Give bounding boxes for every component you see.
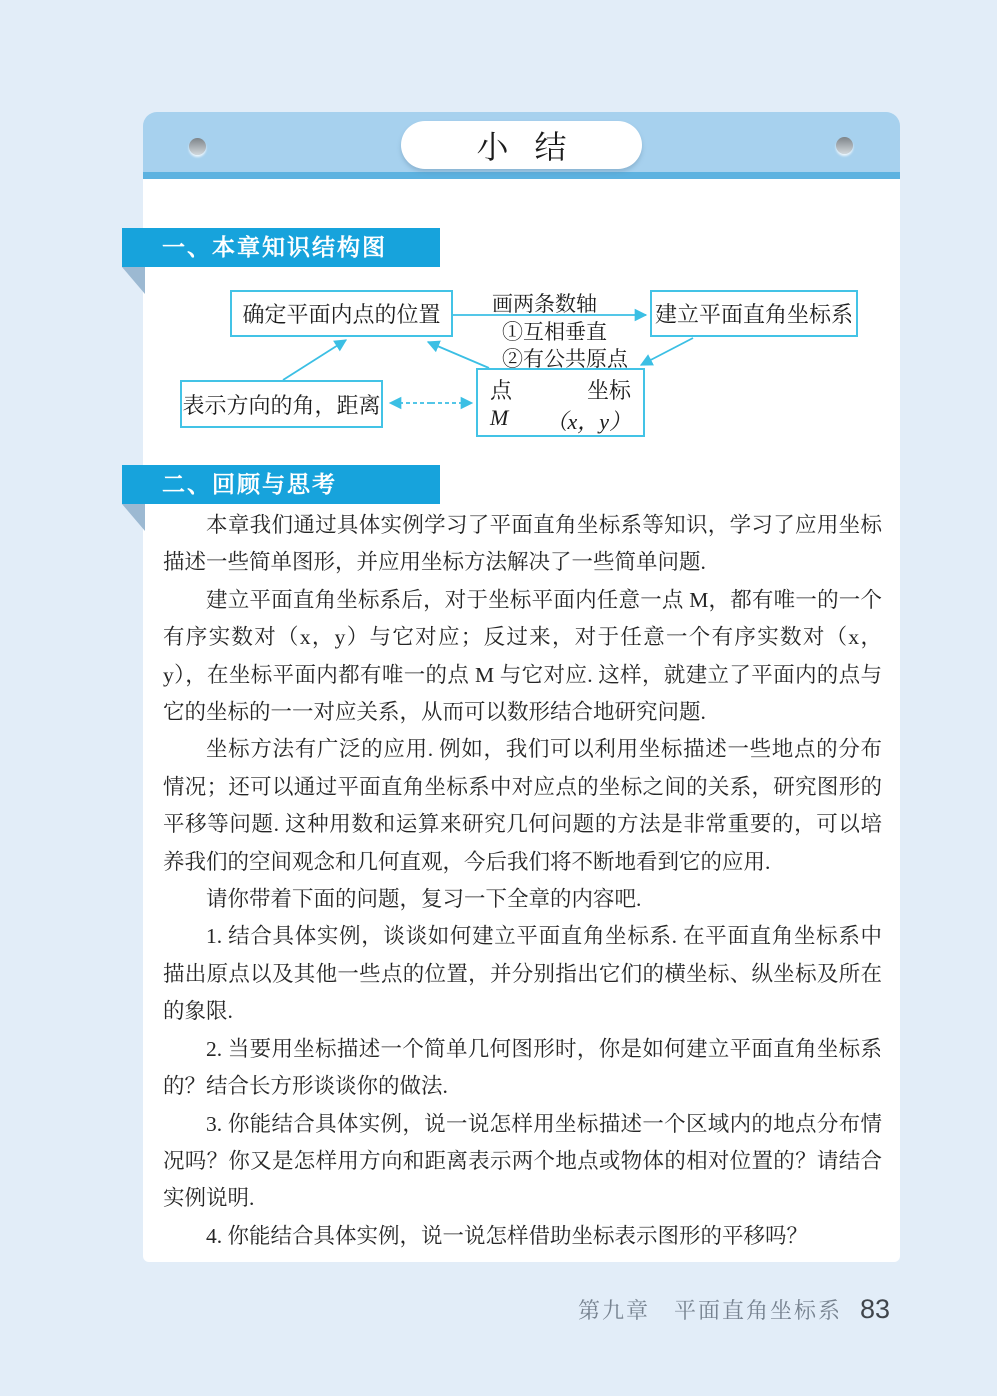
banner-fold (122, 504, 145, 531)
question-3: 3. 你能结合具体实例，说一说怎样用坐标描述一个区域内的地点分布情况吗？你又是怎样用方向和距离表示两个地点或物体的相对位置的？请结合实例说明. (163, 1111, 882, 1211)
paragraph-prompt: 请你带着下面的问题，复习一下全章的内容吧. (206, 887, 642, 912)
diagram-arrow-caption-origin: ②有公共原点 (502, 347, 628, 371)
hole-punch-icon (189, 138, 206, 155)
diagram-arrow-caption-axes: 画两条数轴 (492, 292, 597, 316)
page-footer (578, 1294, 890, 1325)
diagram-box-locate-point: 确定平面内点的位置 (230, 290, 453, 337)
diagram-box-direction-distance: 表示方向的角，距离 (180, 380, 383, 428)
diagram-arrow-caption-perpendicular: ①互相垂直 (502, 320, 607, 344)
paragraph-applications: 坐标方法有广泛的应用. 例如，我们可以利用坐标描述一些地点的分布情况；还可以通过平面直角坐标系中对应点的坐标之间的关系，研究图形的平移等问题. 这种用数和运算来研究几何问题的方法是非常重要的，可以培养我们的空间观念和几何直观，今后我们将不断地看到它的应用. (163, 737, 882, 874)
footer-chapter-title: 第九章 平面直角坐标系 (577, 1298, 842, 1323)
diagram-coord-label: 坐标 (586, 378, 631, 403)
question-4: 4. 你能结合具体实例，说一说怎样借助坐标表示图形的平移吗？ (206, 1223, 809, 1248)
body-text (163, 507, 882, 1255)
question-2: 2. 当要用坐标描述一个简单几何图形时，你是如何建立平面直角坐标系的？结合长方形谈谈你的做法. (163, 1036, 882, 1099)
banner-fold (122, 267, 145, 294)
question-1: 1. 结合具体实例，谈谈如何建立平面直角坐标系. 在平面直角坐标系中描出原点以及其他一些点的位置，并分别指出它们的横坐标、纵坐标及所在的象限. (163, 924, 882, 1024)
hole-punch-icon (836, 137, 853, 154)
footer-page-number: 83 (859, 1294, 890, 1324)
page-title: 小结 (401, 121, 642, 169)
section-heading-review: 二、回顾与思考 (122, 465, 440, 504)
page-header-strip (143, 172, 900, 179)
diagram-box-coordinate-system: 建立平面直角坐标系 (650, 290, 858, 337)
diagram-point-label: 点 (490, 378, 513, 403)
diagram-m-label: M (490, 405, 509, 430)
diagram-xy-label: （x，y） (545, 409, 631, 434)
paragraph-correspondence: 建立平面直角坐标系后，对于坐标平面内任意一点 M，都有唯一的一个有序实数对（x，y）与它对应；反过来，对于任意一个有序实数对（x，y），在坐标平面内都有唯一的点 M 与它对应. 这样，就建立了平面内的点与它的坐标的一一对应关系，从而可以数形结合地研究问题. (163, 587, 882, 725)
section-heading-knowledge-map: 一、本章知识结构图 (122, 228, 440, 267)
diagram-box-point-coordinate (476, 368, 645, 437)
paragraph-intro: 本章我们通过具体实例学习了平面直角坐标系等知识，学习了应用坐标描述一些简单图形，并应用坐标方法解决了一些简单问题. (163, 513, 882, 575)
